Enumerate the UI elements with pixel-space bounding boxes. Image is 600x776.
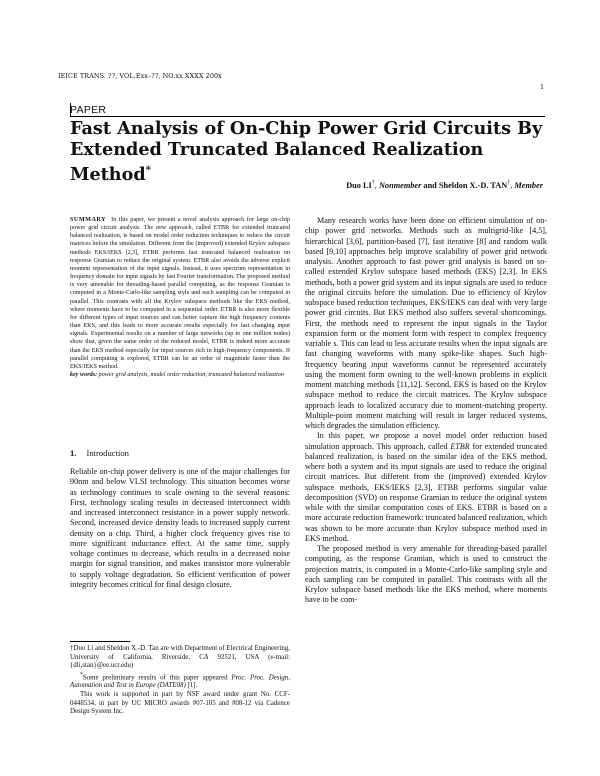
footnote-rule bbox=[70, 641, 130, 642]
right-column bbox=[305, 216, 547, 606]
footnote-preliminary bbox=[70, 671, 290, 691]
abstract-text: In this paper, we present a novel analysis approach for large on-chip power grid circuit analysis. The new approach, called ETBR for extended truncated balanced realization, is based on model order reduction techniques to reduce the circuit matrices before the simulation. Different from the (improved) extended Krylov subspace methods EKS/IEKS [2,3], ETBR performs fast truncated balanced realization on response Gramian to reduce the original system. ETBR also avoids the adverse explicit moment representation of the input signals. Instead, it uses spectrum representation in frequency domain for input signals by fast Fourier transformation. The proposed method is very amenable for threading-based parallel computing, as the response Gramian is computed in a Monte-Carlo-like sampling style and each sampling can be computed in parallel. This contrasts with all the Krylov subspace methods like the EKS method, where moments have to be computed in a sequential order. ETBR is also more flexible for different types of input sources and can better capture the high frequency contents than EKS, and this leads to more accurate results especially for fast changing input signals. Experimental results on a number of large networks (up to one million nodes) show that, given the same order of the reduced model, ETBR is indeed more accurate than the EKS method especially for input sources rich in high-frequency components. If parallel computing is explored, ETBR can be an order of magnitude faster than the EKS/IEKS method. bbox=[70, 217, 290, 370]
right-para-3: The proposed method is very amenable for threading-based parallel computing, as the response Gramian, which is used to construct the projection matrix, is computed in a Monte-Carlo-like sampling style and each sampling can be computed in parallel. This contrasts with all the Krylov subspace based methods like the EKS method, where moments have to be com- bbox=[305, 544, 547, 605]
author-2-membership: Member bbox=[514, 180, 543, 190]
right-para-2-term: ETBR bbox=[450, 441, 470, 451]
abstract bbox=[70, 216, 290, 371]
author-1-membership: Nonmember bbox=[378, 180, 422, 190]
footnotes bbox=[70, 645, 290, 717]
title-star: * bbox=[145, 165, 151, 176]
section-heading-introduction bbox=[70, 448, 129, 458]
author-1: Duo LI bbox=[346, 180, 372, 190]
footnote-prelim-venue: Proc. Proc. Design, Automation and Test in Europe (DATE08) bbox=[70, 673, 290, 690]
paper-label: PAPER bbox=[70, 104, 107, 116]
footnote-prelim-star: * bbox=[80, 671, 83, 678]
introduction-paragraph-1 bbox=[70, 467, 290, 590]
author-sep-1: , bbox=[374, 180, 379, 190]
title-line-1: Fast Analysis of On-Chip Power Grid Circuits By bbox=[70, 118, 543, 139]
footnote-prelim-a: Some preliminary results of this paper appeared bbox=[82, 673, 232, 681]
keywords-text: power grid analysis, model order reduction, truncated balanced realization bbox=[98, 371, 284, 378]
section-number: 1. bbox=[70, 448, 77, 458]
journal-header: IEICE TRANS. ??, VOL.Exx–??, NO.xx XXXX 200x bbox=[58, 72, 222, 80]
author-1-mark: † bbox=[371, 180, 375, 186]
keywords bbox=[70, 371, 290, 379]
paper-title bbox=[70, 118, 550, 185]
title-line-2-text: Extended Truncated Balanced Realization Method bbox=[70, 139, 484, 185]
author-and: and bbox=[421, 180, 439, 190]
keywords-heading: key words: bbox=[70, 371, 98, 378]
footnote-support: This work is supported in part by NSF award under grant No. CCF-0448534, in part by UC MICRO awards #07-105 and #08-12 via Cadence Design System Inc. bbox=[70, 691, 290, 716]
section-title: Introduction bbox=[86, 448, 129, 458]
left-column bbox=[70, 216, 290, 379]
right-para-2 bbox=[305, 431, 547, 544]
author-line bbox=[346, 180, 543, 190]
page-number: 1 bbox=[540, 83, 545, 91]
right-para-2-a: In this paper, we propose a novel model order reduction based simulation approach. This approach, called bbox=[305, 431, 547, 451]
title-line-2 bbox=[70, 139, 550, 185]
right-para-1: Many research works have been done on efficient simulation of on-chip power grid networks. Methods such as multigrid-like [4,5], hierarchical [3,6], partition-based [7], fast iterative [8] and random walk based [9,10] approaches help improve scalability of power grid network analysis. Another approach to fast power grid analysis is based on so-called extended Krylov subspace based methods (EKS) [2,3]. In EKS methods, both a power grid system and its input signals are used to reduce the original circuits before the simulation. Due to efficiency of Krylov subspace based reduction techniques, EKS/IEKS can deal with very large power grid circuits. But EKS method also suffers several shortcomings. First, the methods need to represent the input signals in the Taylor expansion form or the moment form with respect to complex frequency variable s. This can lead to less accurate results when the input signals are fast changing waveforms with many spike-like shapes. Such high-frequency bearing input waveforms cannot be represented accurately using the moment form owning to the well-known problems in explicit moment matching methods [11,12]. Second, EKS is based on the Krylov subspace method to reduce the circuit matrices. The Krylov subspace approach leads to localized accuracy due to moment-matching property. Multiple-point moment matching will result in larger reduced systems, which degrades the simulation efficiency. bbox=[305, 216, 547, 430]
right-para-2-b: for extended truncated balanced realization, is based on the similar idea of the EKS method, where both a system and its input signals are used to reduce the original circuit matrices. But different from the (improved) extended Krylov subspace methods, EKS/IEKS [2,3], ETBR performs singular value decomposition (SVD) on response Gramian to reduce the original system while with the similar computation costs of EKS. ETBR is based on a more accurate reduction framework: truncated balanced realization, which was shown to be more accurate than Krylov subspace method used in EKS method. bbox=[305, 441, 547, 543]
author-2-mark: † bbox=[507, 180, 511, 186]
title-top-rule bbox=[70, 116, 545, 117]
footnote-prelim-b: [1]. bbox=[185, 682, 198, 690]
footnote-affiliation: †Duo Li and Sheldon X.-D. Tan are with Department of Electrical Engineering, University of California, Riverside, CA 92521, USA (e-mail:{dli,stan}@ee.ucr.edu) bbox=[70, 645, 290, 670]
abstract-heading: SUMMARY bbox=[70, 217, 107, 223]
author-2: Sheldon X.-D. TAN bbox=[438, 180, 508, 190]
intro-para-1-text: Reliable on-chip power delivery is one of the major challenges for 90nm and below VLSI technology. This situation becomes worse as technology continues to scale owning to the several reasons: First, technology scaling results in decreased interconnect width and increased interconnect resistance in a power supply network. Second, increased device density leads to increased supply current density on a chip. Third, a higher clock frequency gives rise to more significant inductance effect. At the same time, supply voltage continues to decrease, which results in a decreased noise margin for signal transition, and makes transistor more vulnerable to supply voltage degradation. So efficient verification of power integrity becomes critical for final design closure. bbox=[70, 467, 290, 589]
author-sep-2: , bbox=[510, 180, 515, 190]
